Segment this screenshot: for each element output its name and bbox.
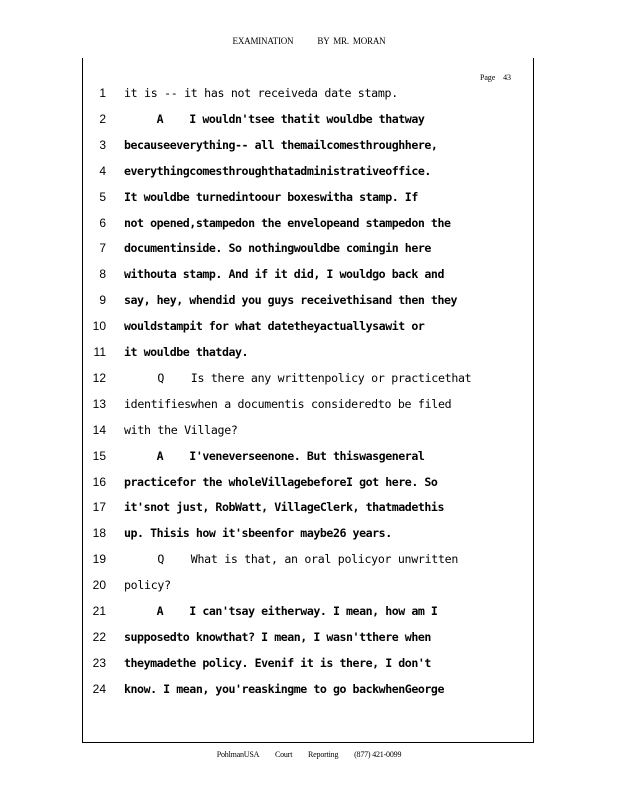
line-number: 12: [92, 370, 106, 385]
transcript-line: [0, 397, 618, 423]
line-number: 1: [99, 86, 106, 100]
footer-service2: Reporting: [308, 750, 339, 759]
line-number: 18: [92, 526, 106, 541]
line-number: 17: [92, 500, 106, 515]
line-number: 13: [92, 396, 106, 411]
footer-phone: (877) 421-0099: [354, 750, 402, 759]
page-label: Page: [480, 73, 496, 82]
line-number: 15: [92, 448, 106, 463]
transcript-line: [0, 656, 618, 682]
page-header: [0, 36, 618, 46]
line-number: 11: [93, 345, 106, 359]
transcript-line: [0, 630, 618, 656]
transcript-line: [0, 345, 618, 371]
line-number: 7: [99, 241, 106, 256]
line-number: 4: [99, 163, 106, 178]
line-text: supposedto knowthat? I mean, I wasn'tthere when: [124, 629, 431, 644]
line-text: with the Village?: [124, 422, 238, 437]
line-text: policy?: [124, 578, 171, 593]
transcript-line: [0, 216, 618, 242]
footer-service: Court: [275, 750, 293, 759]
line-number: 2: [99, 111, 106, 126]
line-text: it wouldbe thatday.: [124, 345, 249, 359]
line-text: A I wouldn'tsee thatit wouldbe thatway: [124, 111, 425, 126]
transcript-line: [0, 682, 618, 708]
line-text: theymadethe policy. Evenif it is there, I don't: [124, 655, 431, 670]
transcript-line: [0, 241, 618, 267]
footer-company: PohlmanUSA: [216, 750, 260, 759]
line-number: 24: [92, 681, 106, 696]
line-number: 8: [99, 267, 106, 282]
line-text: it'snot just, RobWatt, VillageClerk, thatmadethis: [124, 500, 444, 515]
transcript-line: [0, 267, 618, 293]
line-text: Q Is there any writtenpolicy or practicethat: [124, 370, 472, 385]
transcript-line: [0, 371, 618, 397]
line-text: documentinside. So nothingwouldbe comingin here: [124, 241, 431, 256]
line-number: 23: [92, 655, 106, 670]
line-text: Q What is that, an oral policyor unwritten: [124, 552, 459, 567]
transcript-line: [0, 293, 618, 319]
transcript-line: [0, 604, 618, 630]
line-text: it is -- it has not receiveda date stamp.: [124, 86, 398, 100]
transcript-line: [0, 164, 618, 190]
header-examiner: BY MR. MORAN: [317, 36, 386, 46]
transcript-line: [0, 552, 618, 578]
line-number: 21: [92, 604, 106, 618]
page-number-value: 43: [503, 73, 511, 82]
line-number: 14: [92, 422, 106, 437]
page-number: [480, 73, 511, 82]
page-footer: [0, 750, 618, 759]
line-number: 5: [99, 189, 106, 204]
transcript-line: [0, 500, 618, 526]
line-text: A I can'tsay eitherway. I mean, how am I: [124, 604, 438, 618]
line-text: wouldstampit for what datetheyactuallysawit or: [124, 319, 425, 334]
line-text: up. Thisis how it'sbeenfor maybe26 years.: [124, 526, 392, 541]
line-text: withouta stamp. And if it did, I wouldgo back and: [124, 267, 444, 282]
line-number: 10: [92, 319, 106, 334]
header-section: EXAMINATION: [232, 36, 294, 46]
line-text: know. I mean, you'reaskingme to go backwhenGeorge: [124, 681, 444, 696]
transcript-line: [0, 475, 618, 501]
transcript-line: [0, 526, 618, 552]
line-text: becauseeverything-- all themailcomesthroughhere,: [124, 137, 438, 152]
line-text: not opened,stampedon the envelopeand stampedon the: [124, 215, 451, 230]
transcript-line: [0, 319, 618, 345]
transcript-line: [0, 138, 618, 164]
line-text: identifieswhen a documentis consideredto be filed: [124, 396, 452, 411]
transcript-line: [0, 190, 618, 216]
line-number: 3: [99, 137, 106, 152]
line-text: everythingcomesthroughthatadministrativeoffice.: [124, 163, 431, 178]
transcript-line: [0, 423, 618, 449]
line-number: 9: [99, 293, 106, 308]
transcript-line: [0, 578, 618, 604]
line-number: 20: [92, 578, 106, 593]
line-text: practicefor the wholeVillagebeforeI got here. So: [124, 474, 438, 489]
line-number: 22: [92, 629, 106, 644]
line-number: 16: [92, 474, 106, 489]
line-text: It wouldbe turnedintoour boxeswitha stamp. If: [124, 189, 418, 204]
line-text: A I'veneverseenone. But thiswasgeneral: [124, 448, 425, 463]
line-number: 6: [99, 215, 106, 230]
line-number: 19: [92, 552, 106, 567]
transcript-line: [0, 112, 618, 138]
transcript-line: [0, 86, 618, 112]
transcript-line: [0, 449, 618, 475]
line-text: say, hey, whendid you guys receivethisand then they: [124, 293, 458, 308]
